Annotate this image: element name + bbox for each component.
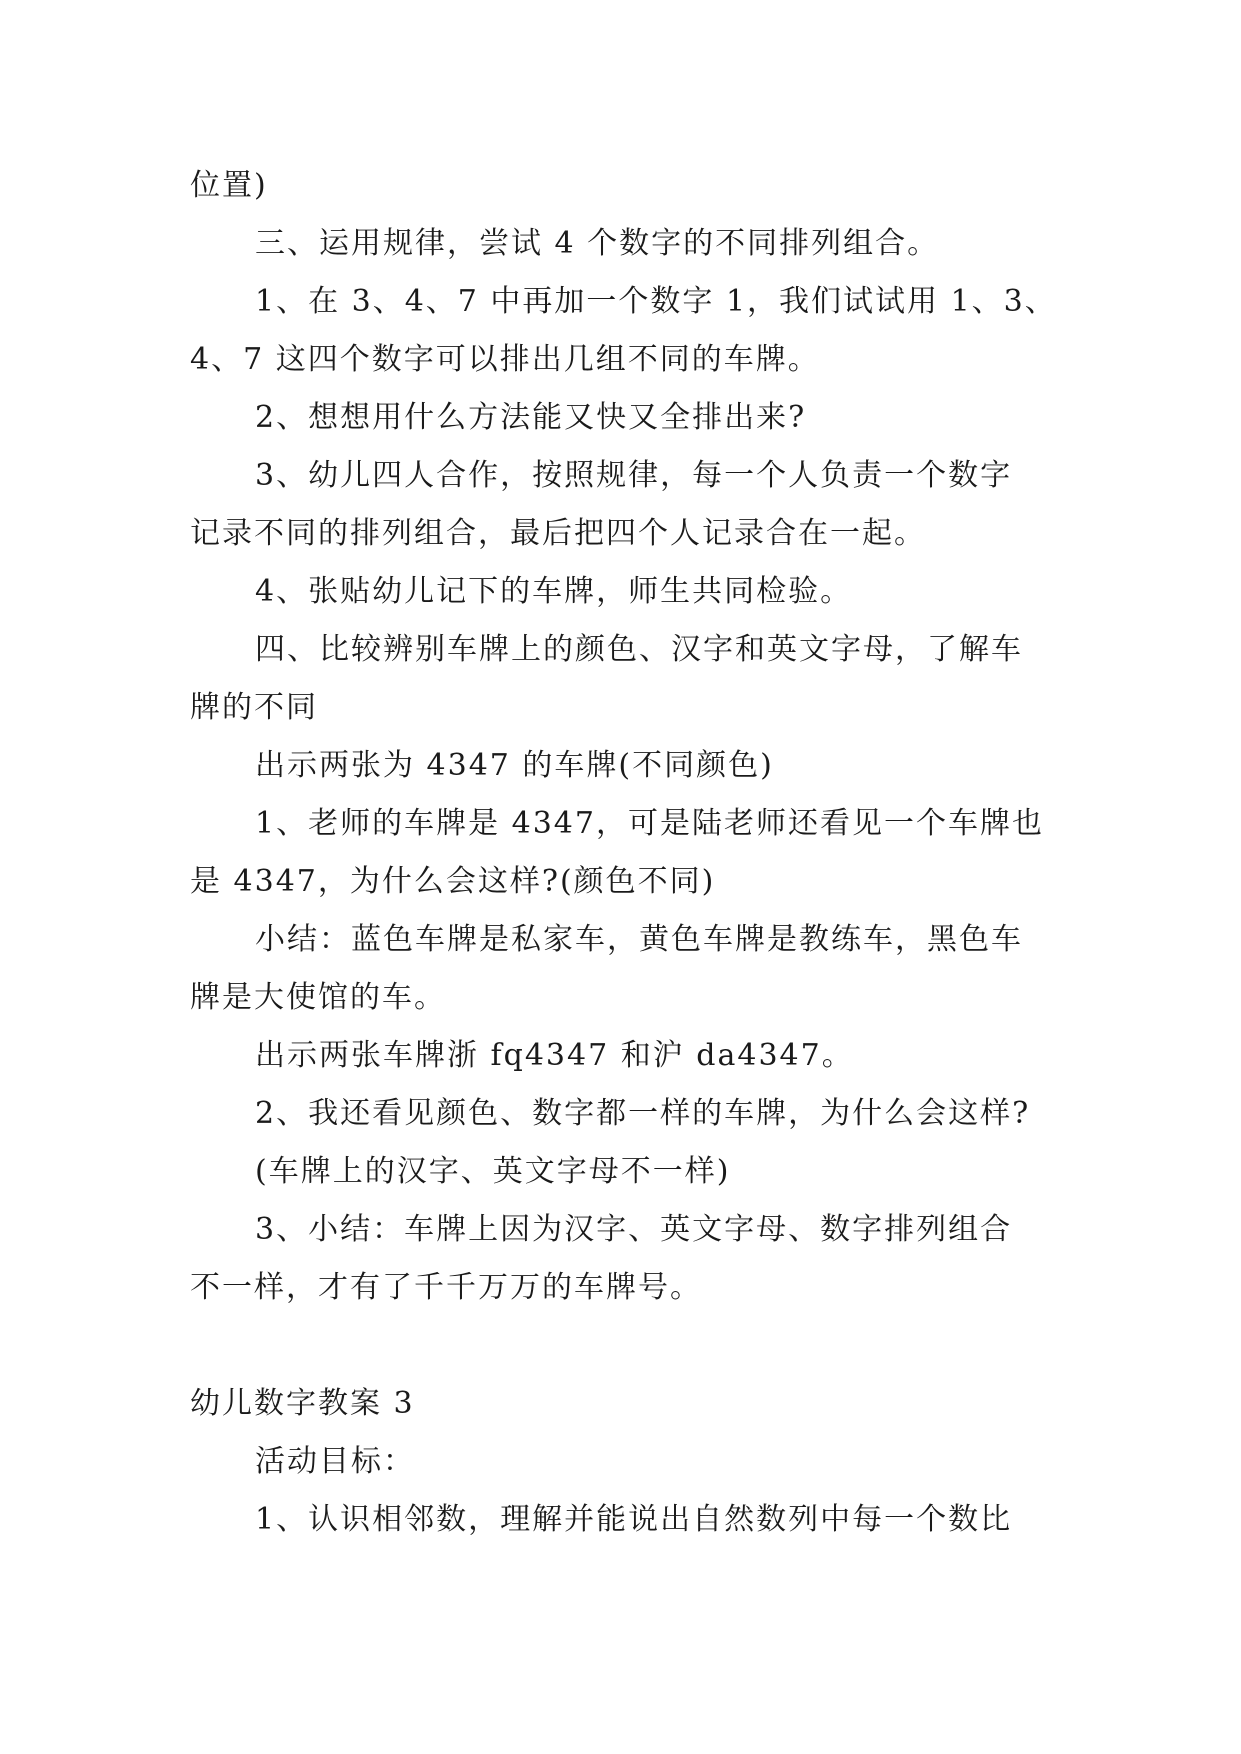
text-line: 1、认识相邻数，理解并能说出自然数列中每一个数比: [255, 1502, 1013, 1537]
text-line: 1、在 3、4、7 中再加一个数字 1，我们试试用 1、3、: [255, 284, 1057, 319]
text-line: 记录不同的排列组合，最后把四个人记录合在一起。: [190, 516, 926, 551]
text-line: 不一样，才有了千千万万的车牌号。: [190, 1270, 702, 1305]
text-line: 位置): [190, 168, 268, 203]
text-line: 4、张贴幼儿记下的车牌，师生共同检验。: [255, 574, 853, 609]
text-line: 2、想想用什么方法能又快又全排出来?: [255, 400, 807, 435]
document-section-title: 幼儿数字教案 3: [190, 1386, 415, 1421]
text-line: (车牌上的汉字、英文字母不一样): [255, 1154, 731, 1189]
text-line: 牌的不同: [190, 690, 318, 725]
text-line: 3、小结：车牌上因为汉字、英文字母、数字排列组合: [255, 1212, 1013, 1247]
text-line: 出示两张为 4347 的车牌(不同颜色): [255, 748, 774, 783]
text-line: 小结：蓝色车牌是私家车，黄色车牌是教练车，黑色车: [255, 922, 1023, 957]
section-heading: 三、运用规律，尝试 4 个数字的不同排列组合。: [255, 226, 940, 261]
text-line: 出示两张车牌浙 fq4347 和沪 da4347。: [255, 1038, 854, 1073]
text-line: 4、7 这四个数字可以排出几组不同的车牌。: [190, 342, 820, 377]
text-line: 3、幼儿四人合作，按照规律，每一个人负责一个数字: [255, 458, 1013, 493]
text-line: 是 4347，为什么会这样?(颜色不同): [190, 864, 716, 899]
section-heading: 四、比较辨别车牌上的颜色、汉字和英文字母，了解车: [255, 632, 1023, 667]
text-line: 1、老师的车牌是 4347，可是陆老师还看见一个车牌也: [255, 806, 1044, 841]
text-line: 2、我还看见颜色、数字都一样的车牌，为什么会这样?: [255, 1096, 1031, 1131]
subheading: 活动目标：: [255, 1444, 415, 1479]
text-line: 牌是大使馆的车。: [190, 980, 446, 1015]
